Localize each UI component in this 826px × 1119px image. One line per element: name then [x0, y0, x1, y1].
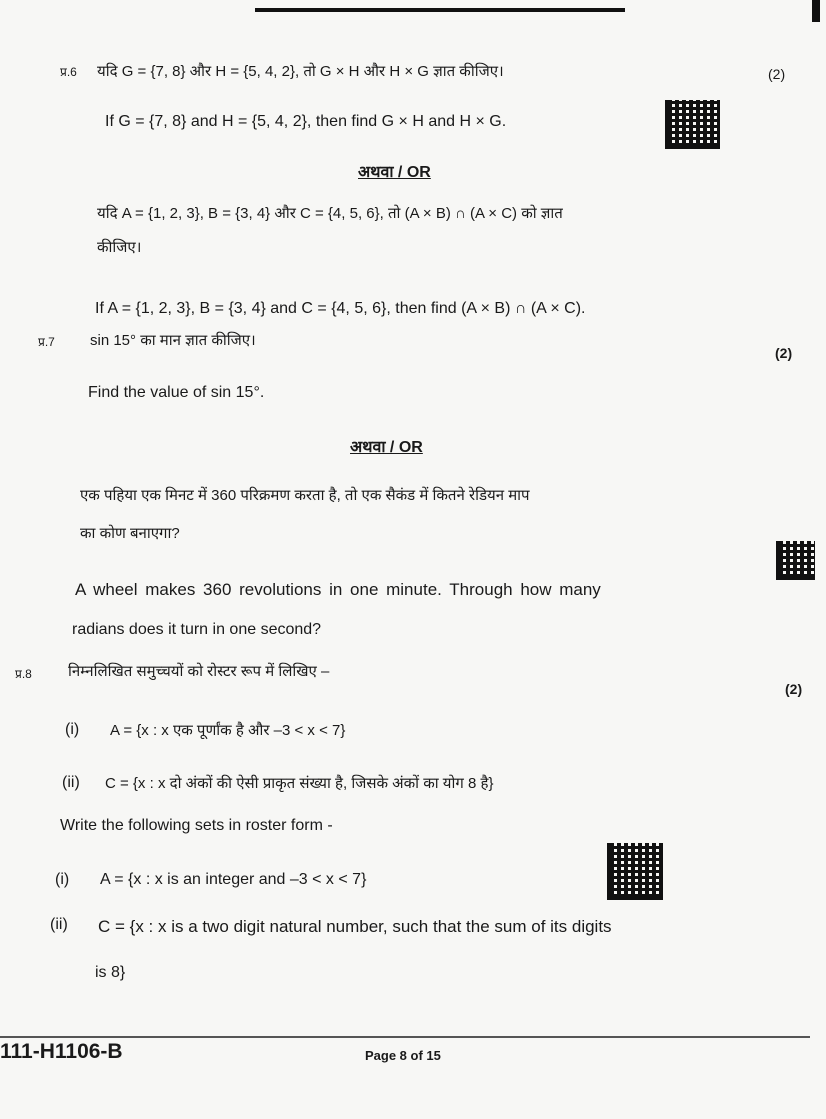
q8-hi-ii-label: (ii) [62, 774, 80, 791]
q6-hindi: यदि G = {7, 8} और H = {5, 4, 2}, तो G × H और H × G ज्ञात कीजिए। [97, 63, 504, 80]
q7-alt-english-2: radians does it turn in one second? [72, 621, 322, 638]
qr-code [776, 541, 815, 580]
corner-mark [812, 0, 820, 22]
q6-or: अथवा / OR [358, 164, 431, 181]
q6-marks: (2) [768, 66, 786, 82]
q6-alt-english: If A = {1, 2, 3}, B = {3, 4} and C = {4, 5, 6}, then find (A × B) ∩ (A × C). [95, 300, 586, 317]
q7-hindi: sin 15° का मान ज्ञात कीजिए। [90, 332, 256, 349]
datamatrix-code [665, 100, 720, 149]
footer-rule [0, 1036, 810, 1038]
q8-english: Write the following sets in roster form - [60, 817, 333, 834]
paper-code: 111-H1106-B [0, 1040, 123, 1063]
q6-english: If G = {7, 8} and H = {5, 4, 2}, then find G × H and H × G. [105, 113, 507, 130]
q6-label: प्र.6 [60, 65, 77, 79]
q8-hi-ii: C = {x : x दो अंकों की ऐसी प्राकृत संख्या है, जिसके अंकों का योग 8 है} [105, 775, 494, 792]
q8-en-ii-2: is 8} [95, 964, 126, 981]
q8-en-i: A = {x : x is an integer and –3 < x < 7} [100, 871, 367, 888]
q7-english: Find the value of sin 15°. [88, 384, 265, 401]
q8-en-i-label: (i) [55, 871, 70, 888]
q6-alt-hindi-2: कीजिए। [97, 239, 142, 256]
q7-or: अथवा / OR [350, 439, 423, 456]
q6-alt-hindi-1: यदि A = {1, 2, 3}, B = {3, 4} और C = {4, 5, 6}, तो (A × B) ∩ (A × C) को ज्ञात [97, 205, 563, 222]
q8-en-ii-label: (ii) [50, 916, 68, 933]
q8-hindi: निम्नलिखित समुच्चयों को रोस्टर रूप में लिखिए – [68, 663, 330, 680]
q7-alt-hindi-1: एक पहिया एक मिनट में 360 परिक्रमण करता है, तो एक सैकंड में कितने रेडियन माप [80, 487, 530, 504]
datamatrix-code [607, 843, 663, 900]
q8-en-ii-1: C = {x : x is a two digit natural number, such that the sum of its digits [98, 917, 612, 936]
page-number: Page 8 of 15 [365, 1048, 441, 1063]
q7-marks: (2) [775, 345, 793, 361]
q7-alt-english-1: A wheel makes 360 revolutions in one minute. Through how many [75, 580, 601, 599]
q7-label: प्र.7 [38, 335, 55, 349]
top-border-bar [255, 8, 625, 12]
q8-label: प्र.8 [15, 667, 32, 681]
q8-marks: (2) [785, 681, 803, 697]
q8-hi-i: A = {x : x एक पूर्णांक है और –3 < x < 7} [110, 722, 346, 739]
q7-alt-hindi-2: का कोण बनाएगा? [80, 525, 180, 542]
q8-hi-i-label: (i) [65, 721, 80, 738]
